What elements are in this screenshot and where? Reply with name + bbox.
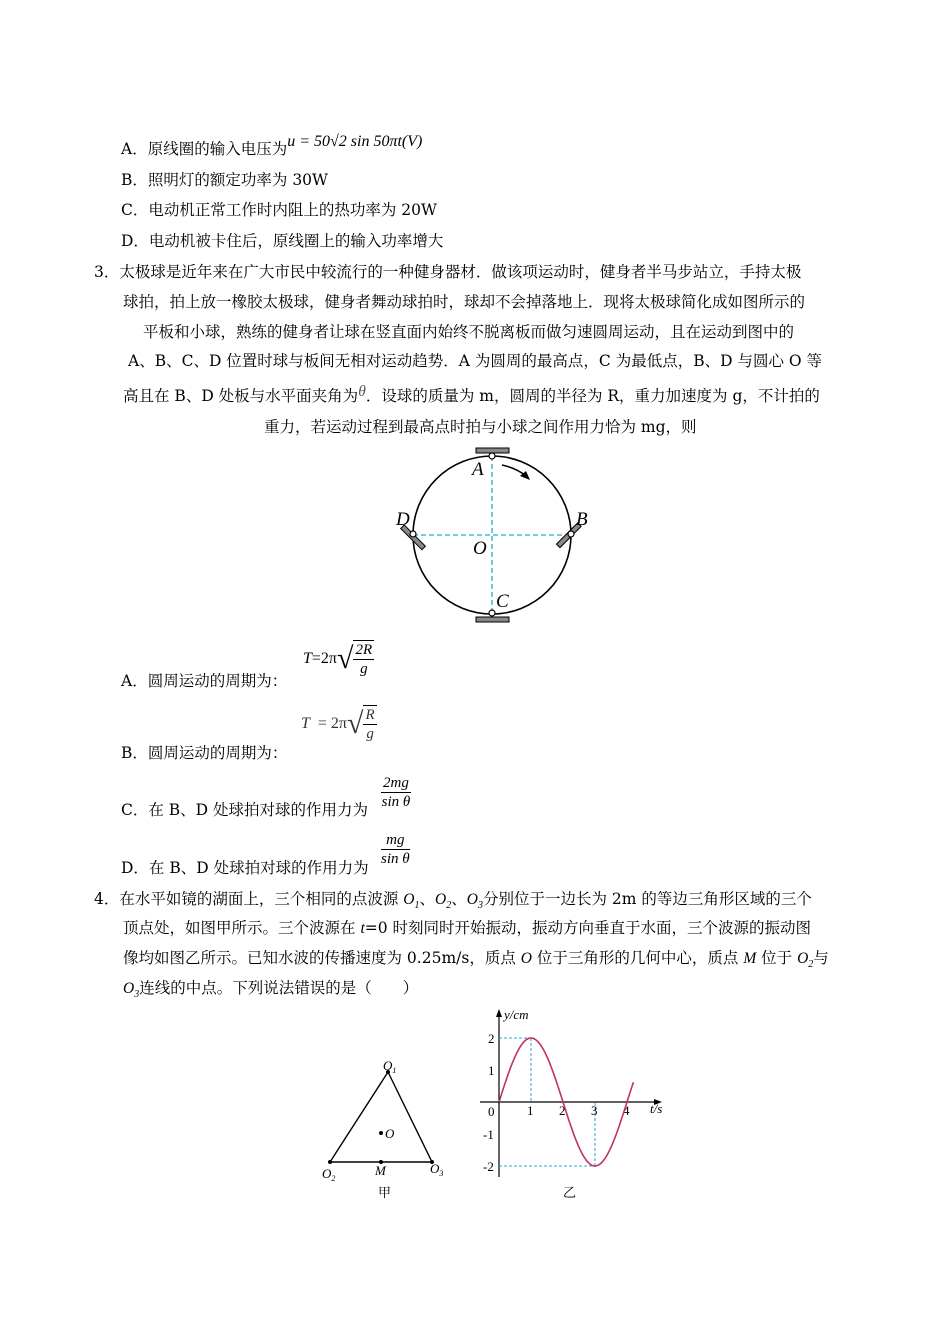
q4-stem-line-1 <box>94 888 812 917</box>
q3-option-c-text: C．在 B、D 处球拍对球的作用力为 <box>121 801 369 819</box>
q2-option-a-text: A．原线圈的输入电压为 <box>121 140 288 158</box>
q4-o-center: O <box>520 950 532 967</box>
q4-o3: O <box>466 891 478 908</box>
q3-stem-line-2: 球拍，拍上放一橡胶太极球，健身者舞动球拍时，球却不会掉落地上．现将太极球简化成如图所示的 <box>123 293 806 311</box>
ball-b <box>568 531 574 537</box>
q3-stem-line-4: A、B、C、D 位置时球与板间无相对运动趋势．A 为圆周的最高点，C 为最低点，B、D 与圆心 O 等 <box>128 352 823 370</box>
q4-figure-jia <box>318 1058 458 1203</box>
label-o: O <box>473 538 487 559</box>
q3-option-a-text: A．圆周运动的周期为： <box>121 672 288 690</box>
label-c: C <box>496 591 509 612</box>
triangle <box>330 1072 432 1162</box>
label-d: D <box>396 509 410 530</box>
formula-c-den: sin θ <box>381 794 411 810</box>
sqrt-sign-b: √ <box>347 707 364 740</box>
point-o2 <box>328 1160 332 1164</box>
q3-stem-line-6: 重力，若运动过程到最高点时拍与小球之间作用力恰为 mg，则 <box>264 418 697 436</box>
ball-a <box>489 453 495 459</box>
formula-c-fraction <box>381 774 411 811</box>
q3-option-a-formula <box>303 640 374 678</box>
formula-d-den: sin θ <box>381 851 410 867</box>
q4-line1-sep-2: 、 <box>451 890 467 908</box>
ball-c <box>489 610 495 616</box>
y-axis-arrow <box>496 1009 502 1017</box>
label-o3: $O_3$ <box>430 1161 444 1178</box>
q3-stem-line-5a: 高且在 B、D 处板与水平面夹角为 <box>123 387 359 405</box>
q4-m: M <box>743 950 757 967</box>
q4-line2-part-b: =0 时刻同时开始振动，振动方向垂直于水面，三个波源的振动图 <box>364 919 812 937</box>
paddle-a <box>476 448 509 453</box>
q3-theta-symbol: θ <box>358 383 366 400</box>
q2-option-a <box>121 133 423 161</box>
y-axis-label: y/cm <box>504 1007 529 1022</box>
q4-o1: O <box>403 891 415 908</box>
q3-option-b-text: B．圆周运动的周期为： <box>121 744 288 762</box>
formula-a-eq: =2π <box>311 650 338 667</box>
q3-stem-line-5b: ．设球的质量为 m，圆周的半径为 R，重力加速度为 g，不计拍的 <box>365 387 820 405</box>
formula-b-t: T <box>301 715 310 732</box>
caption-yi: 乙 <box>563 1185 577 1200</box>
label-o1: $O_1$ <box>383 1058 397 1075</box>
formula-b-num: R <box>365 707 375 723</box>
q2-option-c: C．电动机正常工作时内阻上的热功率为 20W <box>121 201 437 219</box>
q4-figure-yi-chart <box>470 1005 680 1205</box>
q4-stem-line-2 <box>123 917 811 940</box>
formula-b-den: g <box>366 726 374 742</box>
y-tick-label: -2 <box>483 1159 494 1174</box>
label-o2: $O_2$ <box>322 1166 336 1183</box>
q4-stem-line-3 <box>123 947 829 976</box>
q3-option-b <box>121 742 287 764</box>
q3-option-c <box>121 799 368 821</box>
q3-option-c-formula <box>381 774 411 811</box>
q4-o2: O <box>435 891 447 908</box>
q3-option-d <box>121 857 369 879</box>
q4-o2-sub: 2 <box>446 900 452 912</box>
x-tick-label: 1 <box>527 1103 534 1118</box>
q4-t: t <box>360 920 365 937</box>
circular-path <box>413 456 571 614</box>
q3-taiji-figure <box>380 445 600 630</box>
point-o <box>379 1131 383 1135</box>
q4-o3-ref: O <box>123 980 135 997</box>
formula-d-fraction <box>381 831 410 868</box>
formula-b-fraction <box>363 705 376 743</box>
q3-option-b-formula <box>301 705 377 743</box>
q4-line3-part-b: 位于三角形的几何中心，质点 <box>531 949 744 967</box>
label-b: B <box>576 509 588 530</box>
q4-line3-part-d: 与 <box>813 949 829 967</box>
q3-option-d-formula <box>381 831 410 868</box>
y-tick-label: 1 <box>488 1063 495 1078</box>
formula-a-t: T <box>303 650 312 667</box>
q4-o3-ref-sub: 3 <box>134 989 140 1001</box>
q4-o3-sub: 3 <box>477 900 483 912</box>
x-axis-label: t/s <box>650 1101 663 1116</box>
formula-b-eq: = 2π <box>317 715 348 732</box>
y-tick-label: 2 <box>488 1031 495 1046</box>
y-tick-label: -1 <box>483 1127 494 1142</box>
q3-stem-line-1: 3．太极球是近年来在广大市民中较流行的一种健身器材．做该项运动时，健身者半马步站立，手持太极 <box>94 263 802 281</box>
formula-a-fraction <box>353 640 374 678</box>
q3-stem-line-5 <box>123 385 820 408</box>
y-tick-label: 0 <box>488 1104 495 1119</box>
q4-o2-ref-sub: 2 <box>808 959 814 971</box>
formula-c-num: 2mg <box>383 775 409 791</box>
formula-a-num: 2R <box>355 642 373 658</box>
q2-option-b: B．照明灯的额定功率为 30W <box>121 171 328 189</box>
q3-stem-line-3: 平板和小球，熟练的健身者让球在竖直面内始终不脱离板而做匀速圆周运动，且在运动到图中的 <box>143 323 795 341</box>
q4-line1-sep-1: 、 <box>419 890 436 908</box>
q2-option-a-formula: u = 50√2 sin 50πt(V) <box>287 133 423 150</box>
formula-a-den: g <box>360 661 368 677</box>
q4-o1-sub: 1 <box>414 900 420 912</box>
q4-line3-part-c: 位于 <box>756 949 798 967</box>
q4-line2-part-a: 顶点处，如图甲所示。三个波源在 <box>123 919 361 937</box>
paddle-c <box>476 617 509 622</box>
q4-o2-ref: O <box>797 950 809 967</box>
x-tick-label: 2 <box>559 1103 566 1118</box>
q3-option-d-text: D．在 B、D 处球拍对球的作用力为 <box>121 859 369 877</box>
sqrt-sign-a: √ <box>337 642 354 675</box>
q2-option-d: D．电动机被卡住后，原线圈上的输入功率增大 <box>121 232 444 250</box>
label-o: O <box>385 1126 395 1141</box>
x-tick-label: 3 <box>591 1103 598 1118</box>
label-m: M <box>375 1163 386 1178</box>
q3-option-a <box>121 670 287 692</box>
x-tick-label: 4 <box>623 1103 630 1118</box>
formula-d-num: mg <box>381 831 410 850</box>
q4-line1-part-d: 分别位于一边长为 2m 的等边三角形区域的三个 <box>482 890 812 908</box>
q4-stem-line-4 <box>123 977 418 1006</box>
caption-jia: 甲 <box>378 1185 392 1200</box>
label-a: A <box>472 459 484 480</box>
ball-d <box>410 531 416 537</box>
q4-line1-part-a: 4．在水平如镜的湖面上，三个相同的点波源 <box>94 890 404 908</box>
q4-line4-text: 连线的中点。下列说法错误的是（ ） <box>139 979 419 997</box>
q4-line3-part-a: 像均如图乙所示。已知水波的传播速度为 0.25m/s，质点 <box>123 949 521 967</box>
